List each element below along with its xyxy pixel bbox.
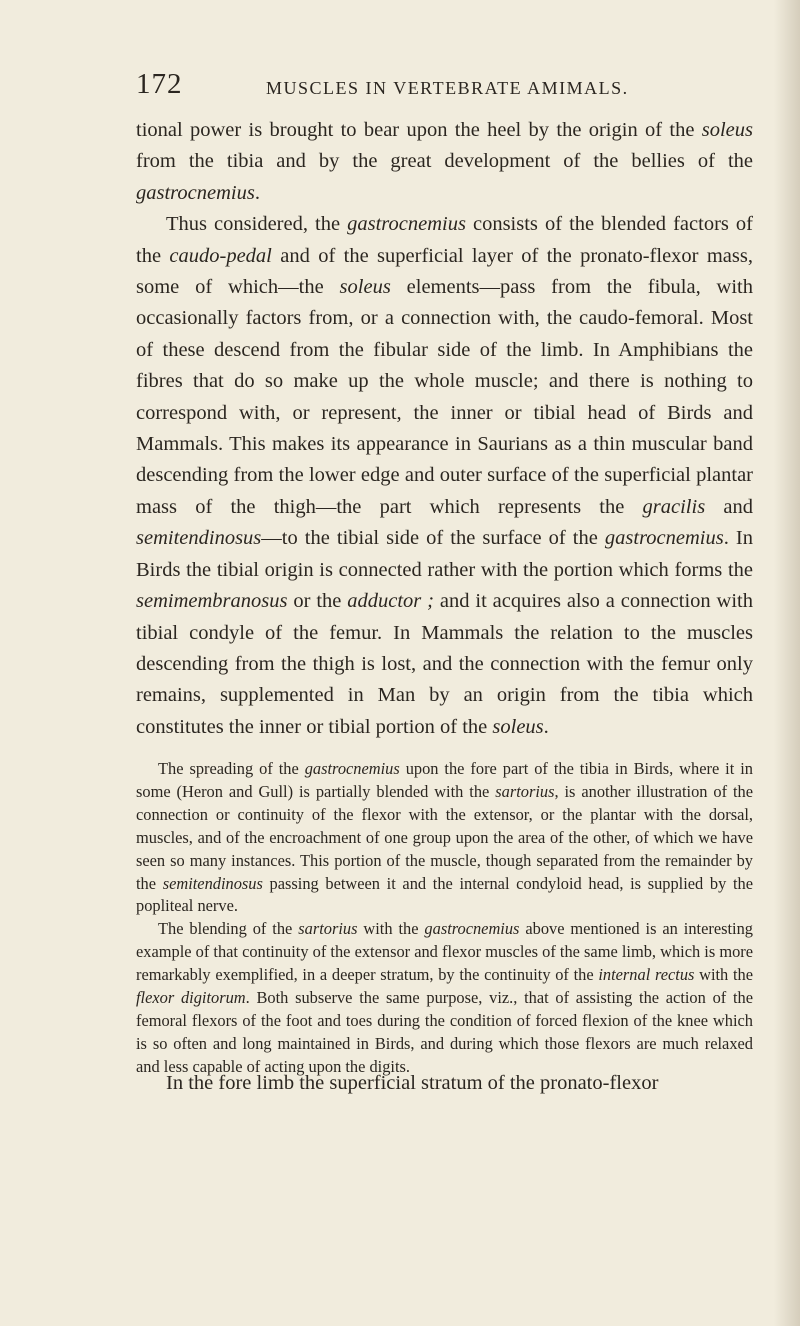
text-run: passing between it and the internal condyloid head, is supplied by the popliteal nerve. (136, 873, 754, 916)
italic-term: soleus (492, 715, 544, 738)
closing-text (136, 1068, 753, 1099)
italic-term: caudo-pedal (169, 244, 272, 267)
text-run: above mentioned is an interesting example of that continuity of the extensor and flexor muscles of the same limb, which is more remarkably exemplified, in a deeper stratum, by the continuity of the (136, 919, 753, 985)
italic-term: internal rectus (598, 965, 695, 985)
text-run: from the tibia and by the great development of the bellies of the (136, 150, 753, 173)
text-run: and (705, 495, 753, 518)
text-run: Thus considered, the (166, 213, 348, 236)
italic-term: semitendinosus (162, 873, 263, 893)
italic-term: sartorius (495, 781, 555, 801)
text-run: . Both subserve the same purpose, viz., that of assisting the action of the femoral flexors of the foot and toes during the condition of forced flexion of the knee which is so often and long maintained in Birds, and during which those flexors are much relaxed and less capable of acting upon the digits. (136, 988, 753, 1076)
text-run: The spreading of the (158, 759, 305, 778)
text-run: The blending of the (158, 919, 299, 939)
italic-term: soleus (339, 276, 391, 299)
text-run: with the (694, 965, 753, 985)
page-header (136, 68, 756, 108)
running-title: MUSCLES IN VERTEBRATE AMIMALS. (266, 78, 629, 98)
text-run: and it acquires also a connection with tibial condyle of the femur. In Mammals the relation to the muscles descending from the thigh is lost, and the connection with the femur only remains, supplemented in Man by an origin from the tibia which constitutes the inner or tibial portion of the (136, 590, 753, 738)
text-run: with the (357, 919, 425, 939)
text-run: —to the tibial side of the surface of the (261, 527, 605, 550)
text-run: or the (287, 590, 348, 613)
italic-term: gracilis (642, 495, 706, 518)
italic-term: gastrocnemius (136, 181, 255, 204)
text-run: . (543, 715, 549, 738)
paragraph-gastrocnemius (136, 209, 753, 743)
text-run: tional power is brought to bear upon the heel by the origin of the (136, 119, 702, 141)
italic-term: adductor ; (347, 590, 434, 613)
italic-term: semitendinosus (136, 527, 262, 550)
text-run: elements—pass from the fibula, with occasionally factors from, or a connection with, the caudo-femoral. Most of these descend from the fibular side of the limb. In Amphibians the fibres that do so make up the whole muscle; and there is nothing to correspond with, or represent, the inner or tibial head of Birds and Mammals. This makes its appearance in Saurians as a thin muscular band descending from the lower edge and outer surface of the superficial plantar mass of the thigh—the part which represents the (136, 276, 753, 518)
italic-term: gastrocnemius (424, 919, 520, 939)
italic-term: semimembranosus (136, 590, 288, 613)
italic-term: gastrocnemius (304, 759, 400, 778)
note-paragraph-blending (136, 918, 753, 1078)
paragraph-fore-limb: In the fore limb the superficial stratum of the pronato-flexor (166, 1072, 659, 1094)
paragraph-continuation (136, 115, 753, 209)
text-run: upon the fore part of the tibia in Birds, where it in some (Heron and Gull) is partially blended with the (136, 759, 753, 801)
text-run: . (254, 181, 260, 204)
page-number: 172 (136, 68, 183, 100)
text-run: consists of the blended factors of the (136, 213, 753, 267)
italic-term: flexor digitorum (136, 988, 246, 1008)
italic-term: sartorius (298, 919, 358, 939)
italic-term: soleus (701, 119, 753, 141)
page-edge-shadow (774, 0, 800, 1326)
text-run: , is another illustration of the connection or continuity of the flexor with the extensor, or the plantar with the dorsal, muscles, and of the encroachment of one group upon the area of the other, of which we have seen so many instances. This portion of the muscle, though separated from the remainder by the (136, 781, 753, 893)
note-paragraph-spreading (136, 758, 753, 918)
italic-term: gastrocnemius (347, 213, 466, 236)
footnote-text (136, 758, 753, 1079)
text-run: . In Birds the tibial origin is connected rather with the portion which forms the (136, 527, 753, 581)
text-run: and of the superficial layer of the pronato-flexor mass, some of which—the (136, 244, 753, 299)
italic-term: gastrocnemius (604, 527, 724, 550)
main-text (136, 115, 753, 743)
